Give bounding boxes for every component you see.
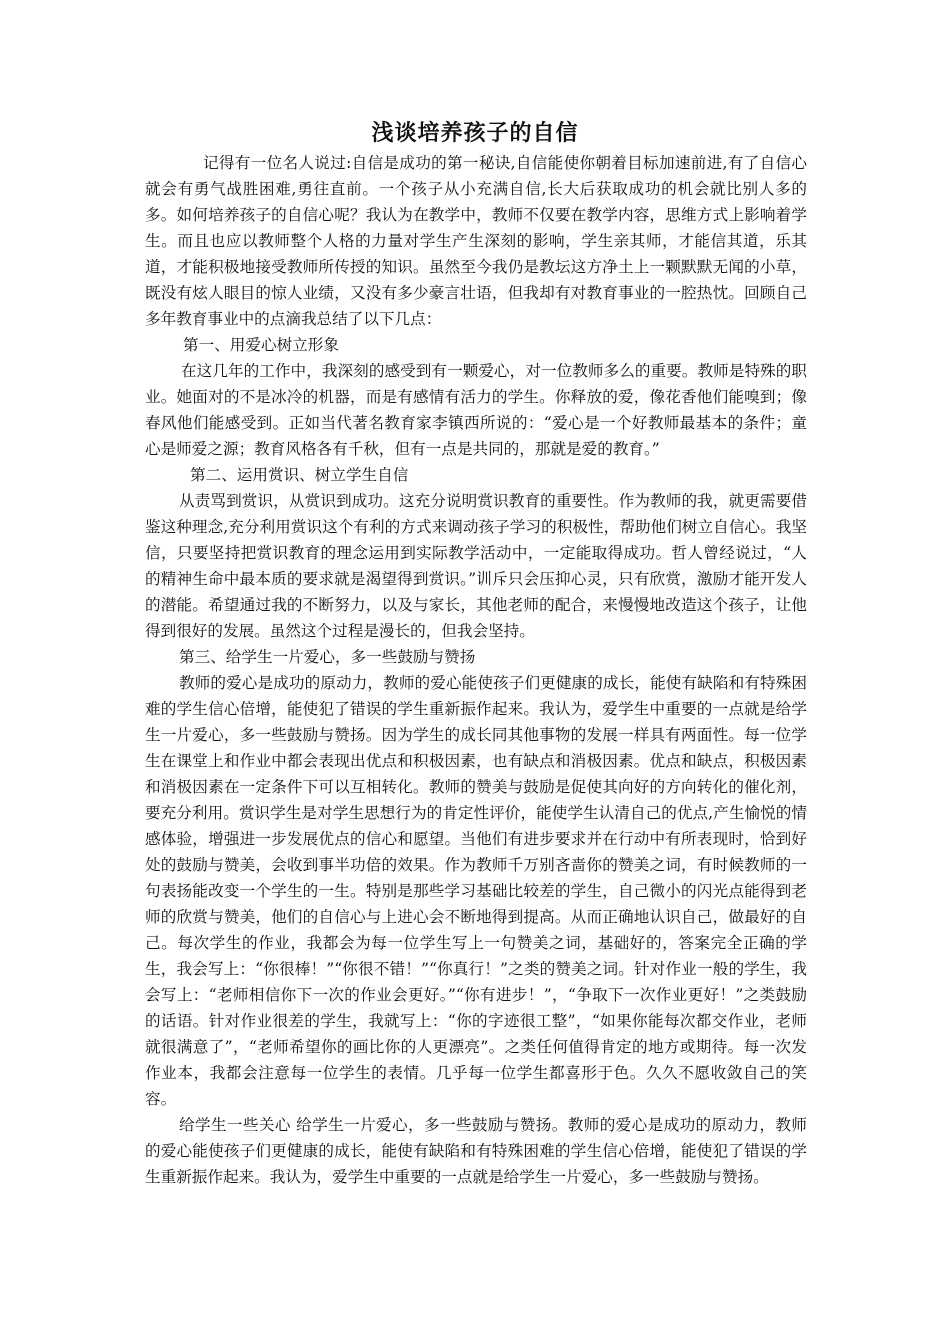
document-title: 浅谈培养孩子的自信 [371,121,579,146]
section-heading-2: 第二、运用赏识、树立学生自信 [190,466,409,484]
document-body [145,150,807,1190]
intro-paragraph: 记得有一位名人说过:自信是成功的第一秘诀,自信能使你朝着目标加速前进,有了自信心就会有勇气战胜困难,勇往直前。一个孩子从小充满自信,长大后获取成功的机会就比别人多的多。如何培养孩子的自信心呢？我认为在教学中，教师不仅要在教学内容，思维方式上影响着学生。而且也应以教师整个人格的力量对学生产生深刻的影响，学生亲其师，才能信其道，乐其道，才能积极地接受教师所传授的知识。虽然至今我仍是教坛这方净土上一颗默默无闻的小草，既没有炫人眼目的惊人业绩，又没有多少豪言壮语，但我却有对教育事业的一腔热忱。回顾自己多年教育事业中的点滴我总结了以下几点： [145,154,807,328]
closing-paragraph: 给学生一些关心 给学生一片爱心，多一些鼓励与赞扬。教师的爱心是成功的原动力，教师的爱心能使孩子们更健康的成长，能使有缺陷和有特殊困难的学生信心倍增，能使犯了错误的学生重新振作起来。我认为，爱学生中重要的一点就是给学生一片爱心，多一些鼓励与赞扬。 [145,1116,807,1186]
section-heading-3: 第三、给学生一片爱心，多一些鼓励与赞扬 [179,648,476,666]
section-2-paragraph: 从责骂到赏识，从赏识到成功。这充分说明赏识教育的重要性。作为教师的我，就更需要借鉴这种理念,充分利用赏识这个有利的方式来调动孩子学习的积极性，帮助他们树立自信心。我坚信，只要坚持把赏识教育的理念运用到实际教学活动中，一定能取得成功。哲人曾经说过，“人的精神生命中最本质的要求就是渴望得到赏识。”训斥只会压抑心灵，只有欣赏，激励才能开发人的潜能。希望通过我的不断努力，以及与家长，其他老师的配合，来慢慢地改造这个孩子，让他得到很好的发展。虽然这个过程是漫长的，但我会坚持。 [145,492,807,640]
section-1-paragraph: 在这几年的工作中，我深刻的感受到有一颗爱心，对一位教师多么的重要。教师是特殊的职业。她面对的不是冰冷的机器，而是有感情有活力的学生。你释放的爱，像花香他们能嗅到；像春风他们能感受到。正如当代著名教育家李镇西所说的：“爱心是一个好教师最基本的条件；童心是师爱之源；教育风格各有千秋，但有一点是共同的，那就是爱的教育。” [145,362,807,458]
section-heading-1: 第一、用爱心树立形象 [183,336,339,354]
section-3-paragraph: 教师的爱心是成功的原动力，教师的爱心能使孩子们更健康的成长，能使有缺陷和有特殊困难的学生信心倍增，能使犯了错误的学生重新振作起来。我认为，爱学生中重要的一点就是给学生一片爱心，多一些鼓励与赞扬。因为学生的成长同其他事物的发展一样具有两面性。每一位学生在课堂上和作业中都会表现出优点和积极因素，也有缺点和消极因素。优点和缺点，积极因素和消极因素在一定条件下可以互相转化。教师的赞美与鼓励是促使其向好的方向转化的催化剂，要充分利用。赏识学生是对学生思想行为的肯定性评价，能使学生认清自己的优点,产生愉悦的情感体验，增强进一步发展优点的信心和愿望。当他们有进步要求并在行动中有所表现时，恰到好处的鼓励与赞美，会收到事半功倍的效果。作为教师千万别吝啬你的赞美之词，有时候教师的一句表扬能改变一个学生的一生。特别是那些学习基础比较差的学生，自己微小的闪光点能得到老师的欣赏与赞美，他们的自信心与上进心会不断地得到提高。从而正确地认识自己，做最好的自己。每次学生的作业，我都会为每一位学生写上一句赞美之词，基础好的，答案完全正确的学生，我会写上：“你很棒！”“你很不错！”“你真行！”之类的赞美之词。针对作业一般的学生，我会写上：“老师相信你下一次的作业会更好。”“你有进步！”，“争取下一次作业更好！”之类鼓励的话语。针对作业很差的学生，我就写上：“你的字迹很工整”，“如果你能每次都交作业，老师就很满意了”，“老师希望你的画比你的人更漂亮”。之类任何值得肯定的地方或期待。每一次发作业本，我都会注意每一位学生的表情。几乎每一位学生都喜形于色。久久不愿收敛自己的笑容。 [145,674,807,1108]
